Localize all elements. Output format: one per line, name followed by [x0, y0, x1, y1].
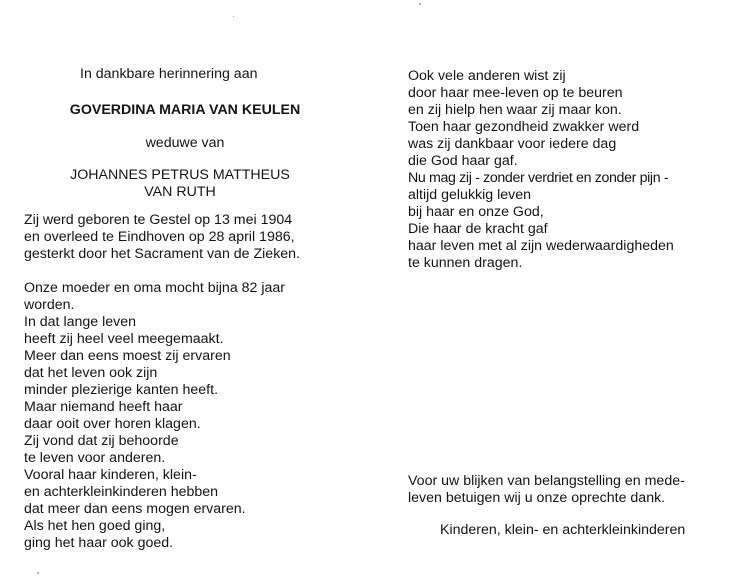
- poem-line: die God haar gaf.: [408, 153, 518, 169]
- poem-line: Als het hen goed ging,: [24, 518, 166, 534]
- poem-line: Die haar de kracht gaf: [408, 221, 548, 237]
- poem-line: Ook vele anderen wist zij: [408, 68, 566, 84]
- poem-line: daar ooit over horen klagen.: [24, 416, 201, 432]
- poem-line: Nu mag zij - zonder verdriet en zonder pijn -: [408, 170, 669, 186]
- poem-line: en zij hielp hen waar zij maar kon.: [408, 102, 622, 118]
- bio-line: gesterkt door het Sacrament van de Zieken.: [24, 246, 301, 262]
- poem-line: Maar niemand heeft haar: [24, 399, 183, 415]
- poem-line: te kunnen dragen.: [408, 255, 523, 271]
- deceased-name: GOVERDINA MARIA VAN KEULEN: [69, 102, 301, 118]
- intro-line: In dankbare herinnering aan: [80, 66, 258, 82]
- widow-line: weduwe van: [145, 135, 225, 151]
- poem-line: door haar mee-leven op te beuren: [408, 85, 623, 101]
- husband-name-line1: JOHANNES PETRUS MATTHEUS: [70, 167, 290, 183]
- bio-line: en overleed te Eindhoven op 28 april 1986,: [24, 229, 295, 245]
- speck-bottom-left: [37, 572, 39, 574]
- poem-line: Onze moeder en oma mocht bijna 82 jaar: [24, 280, 286, 296]
- poem-line: Zij vond dat zij behoorde: [24, 433, 179, 449]
- poem-line: Vooral haar kinderen, klein-: [24, 467, 197, 483]
- poem-line: Meer dan eens moest zij ervaren: [24, 348, 231, 364]
- thanks-line: leven betuigen wij u onze oprechte dank.: [408, 490, 666, 506]
- poem-line: te leven voor anderen.: [24, 450, 166, 466]
- poem-line: In dat lange leven: [24, 314, 137, 330]
- poem-line: dat meer dan eens mogen ervaren.: [24, 501, 246, 517]
- poem-line: was zij dankbaar voor iedere dag: [408, 136, 617, 152]
- thanks-line: Voor uw blijken van belangstelling en mede-: [408, 473, 685, 489]
- poem-line: worden.: [24, 297, 75, 313]
- bio-line: Zij werd geboren te Gestel op 13 mei 1904: [24, 212, 293, 228]
- poem-line: haar leven met al zijn wederwaardigheden: [408, 238, 674, 254]
- poem-line: minder plezierige kanten heeft.: [24, 382, 219, 398]
- poem-line: dat het leven ook zijn: [24, 365, 158, 381]
- speck-top-left: [233, 16, 234, 17]
- poem-line: Toen haar gezondheid zwakker werd: [408, 119, 640, 135]
- poem-line: en achterkleinkinderen hebben: [24, 484, 219, 500]
- poem-line: ging het haar ook goed.: [24, 535, 174, 551]
- poem-line: altijd gelukkig leven: [408, 187, 532, 203]
- poem-line: heeft zij heel veel meegemaakt.: [24, 331, 224, 347]
- husband-name-line2: VAN RUTH: [144, 184, 216, 200]
- signature: Kinderen, klein- en achterkleinkinderen: [440, 522, 686, 538]
- poem-line: bij haar en onze God,: [408, 204, 544, 220]
- speck-top: [419, 3, 421, 5]
